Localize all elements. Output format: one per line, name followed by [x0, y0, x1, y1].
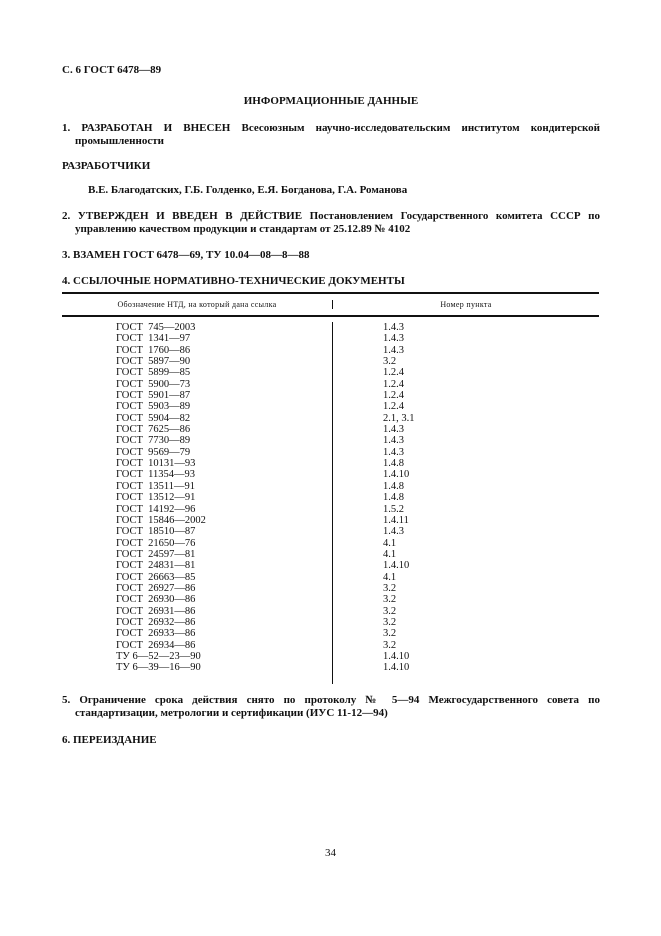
clause-cell: 3.2: [383, 605, 397, 617]
item-3: 3. ВЗАМЕН ГОСТ 6478—69, ТУ 10.04—08—8—88: [62, 249, 310, 261]
table-row: [62, 481, 599, 492]
table-row: [62, 662, 599, 673]
clause-cell: 1.4.3: [383, 435, 404, 447]
table-row: [62, 333, 599, 344]
clause-cell: 3.2: [383, 616, 397, 628]
table-body: [62, 322, 599, 674]
designation-cell: ГОСТ 5900—73: [116, 378, 191, 390]
table-row: [62, 322, 599, 333]
clause-cell: 1.5.2: [383, 503, 404, 515]
column-header-clause: Номер пункта: [440, 300, 492, 309]
designation-cell: ГОСТ 5901—87: [116, 390, 191, 402]
clause-cell: 1.4.11: [383, 514, 409, 526]
clause-cell: 1.4.10: [383, 650, 410, 662]
table-row: [62, 594, 599, 605]
column-header-designation: Обозначение НТД, на который дана ссылка: [62, 300, 333, 309]
table-row: [62, 606, 599, 617]
table-row: [62, 560, 599, 571]
clause-cell: 1.4.10: [383, 560, 410, 572]
clause-cell: 1.4.8: [383, 492, 404, 504]
item-2-text: Постановлением Государственного комитета СССР по управлению качеством продукции и стандартам от 25.12.89 № 4102: [75, 210, 601, 235]
references-table: [62, 292, 599, 684]
item-1-text: Всесоюзным научно-исследовательским институтом кондитерской промышленности: [75, 122, 600, 147]
table-row: [62, 424, 599, 435]
designation-cell: ГОСТ 9569—79: [116, 446, 191, 458]
item-1: [62, 122, 600, 148]
table-row: [62, 356, 599, 367]
table-row: [62, 458, 599, 469]
clause-cell: 4.1: [383, 571, 397, 583]
designation-cell: ГОСТ 13512—91: [116, 492, 196, 504]
designation-cell: ГОСТ 14192—96: [116, 503, 196, 515]
designation-cell: ГОСТ 26934—86: [116, 639, 196, 651]
designation-cell: ТУ 6—39—16—90: [116, 662, 201, 674]
clause-cell: 1.4.8: [383, 480, 404, 492]
clause-cell: 3.2: [383, 356, 397, 368]
clause-cell: 3.2: [383, 639, 397, 651]
clause-cell: 1.2.4: [383, 367, 404, 379]
table-row: [62, 447, 599, 458]
clause-cell: 1.4.3: [383, 333, 404, 345]
table-row: [62, 390, 599, 401]
designation-cell: ГОСТ 26931—86: [116, 605, 196, 617]
clause-cell: 1.2.4: [383, 401, 404, 413]
table-row: [62, 628, 599, 639]
page-header: С. 6 ГОСТ 6478—89: [62, 64, 162, 76]
table-row: [62, 583, 599, 594]
designation-cell: ГОСТ 5899—85: [116, 367, 191, 379]
table-row: [62, 401, 599, 412]
item-2-lead: 2. УТВЕРЖДЕН И ВВЕДЕН В ДЕЙСТВИЕ: [62, 210, 303, 222]
clause-cell: 1.4.10: [383, 469, 410, 481]
clause-cell: 3.2: [383, 582, 397, 594]
table-row: [62, 345, 599, 356]
designation-cell: ГОСТ 15846—2002: [116, 514, 206, 526]
designation-cell: ГОСТ 24831—81: [116, 560, 196, 572]
clause-cell: 1.4.3: [383, 322, 404, 333]
table-row: [62, 515, 599, 526]
clause-cell: 1.4.8: [383, 458, 404, 470]
developers-heading: РАЗРАБОТЧИКИ: [62, 160, 151, 172]
designation-cell: ГОСТ 11354—93: [116, 469, 196, 481]
clause-cell: 1.4.3: [383, 526, 404, 538]
designation-cell: ГОСТ 1341—97: [116, 333, 191, 345]
designation-cell: ГОСТ 26927—86: [116, 582, 196, 594]
clause-cell: 1.4.10: [383, 662, 410, 674]
table-row: [62, 526, 599, 537]
designation-cell: ГОСТ 13511—91: [116, 480, 196, 492]
clause-cell: 4.1: [383, 537, 397, 549]
clause-cell: 3.2: [383, 594, 397, 606]
table-row: [62, 651, 599, 662]
designation-cell: ГОСТ 5904—82: [116, 412, 191, 424]
designation-cell: ГОСТ 18510—87: [116, 526, 196, 538]
table-header: [62, 294, 599, 317]
item-1-lead: 1. РАЗРАБОТАН И ВНЕСЕН: [62, 122, 231, 134]
designation-cell: ГОСТ 7625—86: [116, 424, 191, 436]
table-row: [62, 413, 599, 424]
table-row: [62, 379, 599, 390]
designation-cell: ГОСТ 5903—89: [116, 401, 191, 413]
designation-cell: ГОСТ 26933—86: [116, 628, 196, 640]
table-row: [62, 549, 599, 560]
clause-cell: 1.2.4: [383, 390, 404, 402]
designation-cell: ГОСТ 5897—90: [116, 356, 191, 368]
clause-cell: 1.4.3: [383, 424, 404, 436]
document-title: ИНФОРМАЦИОННЫЕ ДАННЫЕ: [243, 95, 419, 107]
table-row: [62, 617, 599, 628]
clause-cell: 4.1: [383, 548, 397, 560]
designation-cell: ГОСТ 26930—86: [116, 594, 196, 606]
designation-cell: ГОСТ 7730—89: [116, 435, 191, 447]
designation-cell: ГОСТ 1760—86: [116, 344, 191, 356]
item-2: [62, 210, 600, 236]
page-number: 34: [325, 847, 336, 859]
table-row: [62, 504, 599, 515]
designation-cell: ГОСТ 26932—86: [116, 616, 196, 628]
item-4: 4. ССЫЛОЧНЫЕ НОРМАТИВНО-ТЕХНИЧЕСКИЕ ДОКУМЕНТЫ: [62, 275, 405, 287]
designation-cell: ГОСТ 21650—76: [116, 537, 196, 549]
clause-cell: 1.2.4: [383, 378, 404, 390]
designation-cell: ГОСТ 10131—93: [116, 458, 196, 470]
table-row: [62, 538, 599, 549]
table-row: [62, 469, 599, 480]
item-5: 5. Ограничение срока действия снято по протоколу № 5—94 Межгосударственного совета по стандартизации, метрологии и сертификации (ИУС 11-12—94): [62, 694, 600, 719]
table-row: [62, 572, 599, 583]
clause-cell: 1.4.3: [383, 446, 404, 458]
designation-cell: ГОСТ 26663—85: [116, 571, 196, 583]
clause-cell: 1.4.3: [383, 344, 404, 356]
developers-list: В.Е. Благодатских, Г.Б. Голденко, Е.Я. Богданова, Г.А. Романова: [88, 184, 408, 196]
clause-cell: 2.1, 3.1: [383, 412, 415, 424]
clause-cell: 3.2: [383, 628, 397, 640]
table-row: [62, 640, 599, 651]
table-row: [62, 435, 599, 446]
table-row: [62, 492, 599, 503]
table-row: [62, 367, 599, 378]
designation-cell: ТУ 6—52—23—90: [116, 650, 201, 662]
item-6: 6. ПЕРЕИЗДАНИЕ: [62, 734, 157, 746]
designation-cell: ГОСТ 24597—81: [116, 548, 196, 560]
designation-cell: ГОСТ 745—2003: [116, 322, 196, 333]
